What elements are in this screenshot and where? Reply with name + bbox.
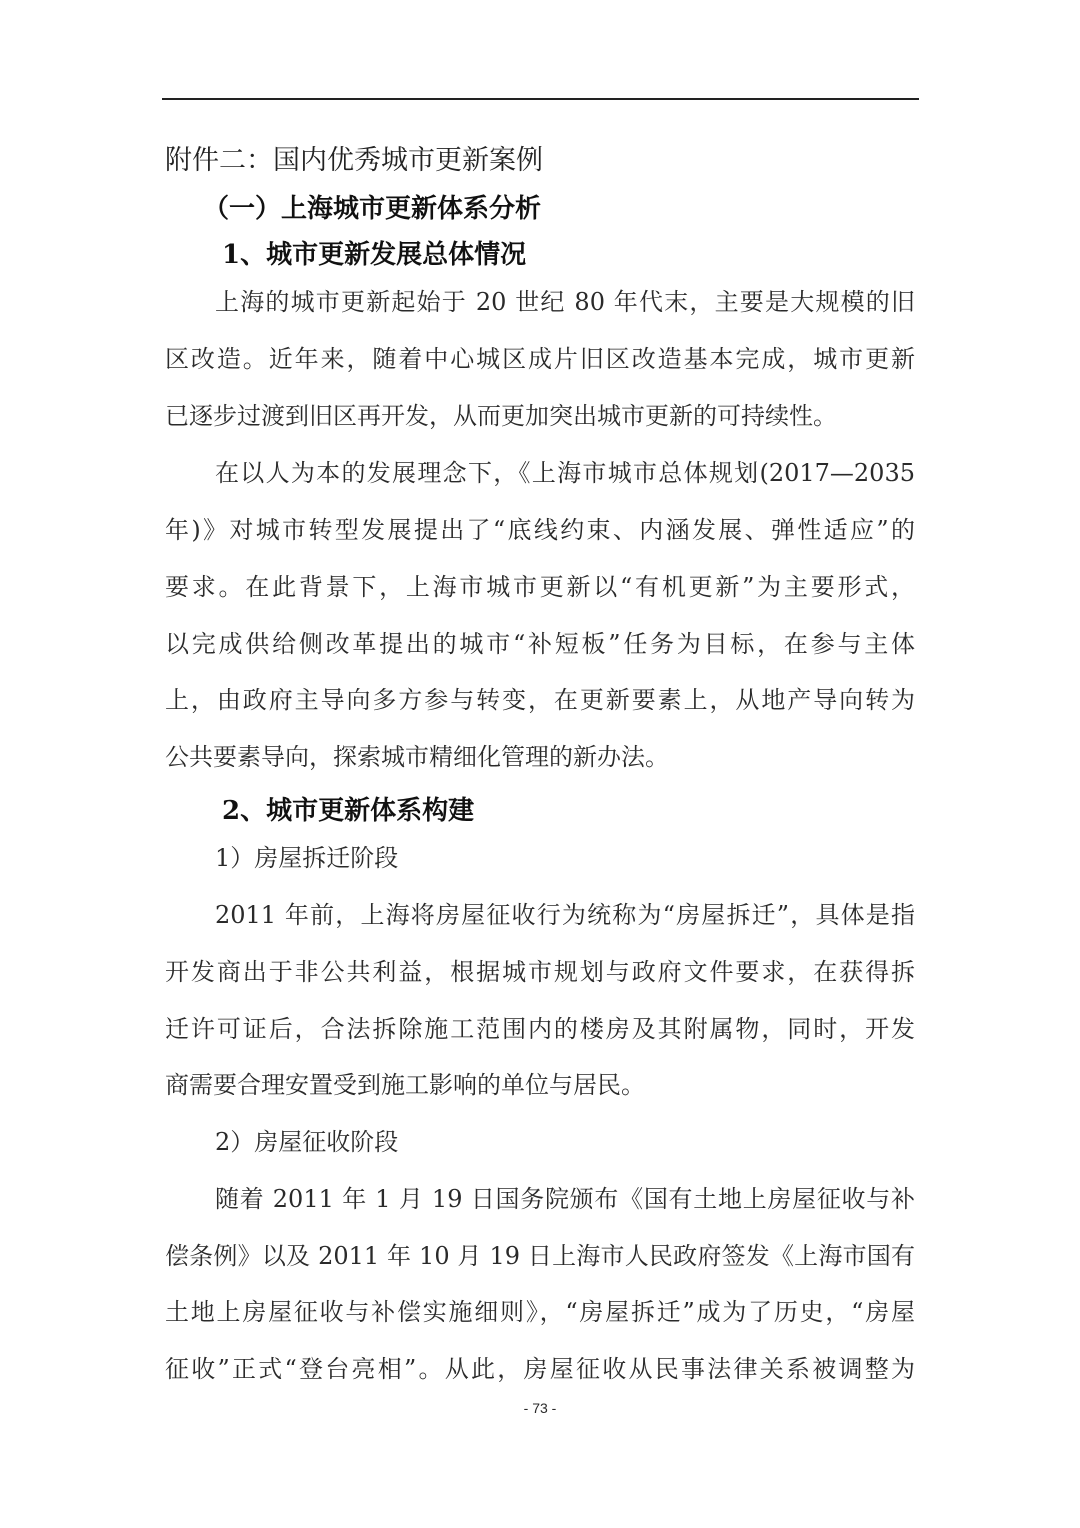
paragraph-line: 土地上房屋征收与补偿实施细则》，“房屋拆迁”成为了历史，“房屋 — [165, 1298, 915, 1326]
paragraph-line: 迁许可证后，合法拆除施工范围内的楼房及其附属物，同时，开发 — [165, 1015, 915, 1043]
attachment-heading: 附件二：国内优秀城市更新案例 — [165, 145, 543, 176]
paragraph-line: 区改造。近年来，随着中心城区成片旧区改造基本完成，城市更新 — [165, 345, 915, 373]
page-number: - 73 - — [523, 1400, 557, 1416]
paragraph-line: 要求。在此背景下，上海市城市更新以“有机更新”为主要形式， — [165, 573, 915, 601]
paragraph-line: 偿条例》以及 2011 年 10 月 19 日上海市人民政府签发《上海市国有 — [165, 1242, 915, 1270]
paragraph-line: 上海的城市更新起始于 20 世纪 80 年代末，主要是大规模的旧 — [215, 288, 915, 316]
paragraph-line: 以完成供给侧改革提出的城市“补短板”任务为目标，在参与主体 — [165, 630, 915, 658]
subsection-heading: 2、城市更新体系构建 — [222, 796, 475, 826]
paragraph-line: 在以人为本的发展理念下，《上海市城市总体规划(2017—2035 — [215, 459, 915, 487]
subsection-heading: 1、城市更新发展总体情况 — [222, 240, 527, 270]
paragraph-line: 公共要素导向，探索城市精细化管理的新办法。 — [165, 743, 669, 771]
stage-heading: 1）房屋拆迁阶段 — [215, 844, 399, 872]
paragraph-line: 2011 年前，上海将房屋征收行为统称为“房屋拆迁”，具体是指 — [215, 901, 915, 929]
header-rule — [162, 98, 919, 100]
paragraph-line: 年)》对城市转型发展提出了“底线约束、内涵发展、弹性适应”的 — [165, 516, 915, 544]
paragraph-line: 已逐步过渡到旧区再开发，从而更加突出城市更新的可持续性。 — [165, 402, 837, 430]
stage-heading: 2）房屋征收阶段 — [215, 1128, 399, 1156]
paragraph-line: 开发商出于非公共利益，根据城市规划与政府文件要求，在获得拆 — [165, 958, 915, 986]
paragraph-line: 随着 2011 年 1 月 19 日国务院颁布《国有土地上房屋征收与补 — [215, 1185, 915, 1213]
paragraph-line: 征收”正式“登台亮相”。从此，房屋征收从民事法律关系被调整为 — [165, 1355, 915, 1383]
section-heading: （一）上海城市更新体系分析 — [203, 194, 542, 224]
paragraph-line: 上，由政府主导向多方参与转变，在更新要素上，从地产导向转为 — [165, 686, 915, 714]
paragraph-line: 商需要合理安置受到施工影响的单位与居民。 — [165, 1071, 645, 1099]
